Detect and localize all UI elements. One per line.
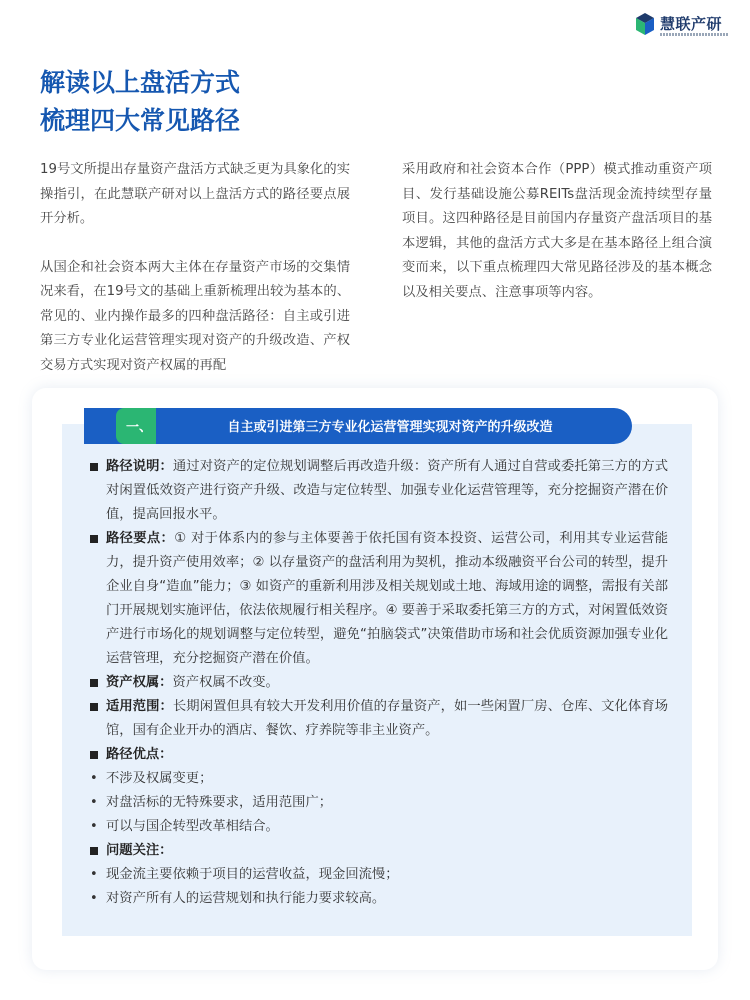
logo-text: 慧联产研: [660, 15, 723, 33]
logo-mark-icon: [634, 12, 656, 36]
list-item: 适用范围：长期闲置但具有较大开发利用价值的存量资产，如一些闲置厂房、仓库、文化体育场馆，国有企业开办的酒店、餐饮、疗养院等非主业资产。: [88, 695, 668, 743]
list-item: • 对资产所有人的运营规划和执行能力要求较高。: [88, 887, 668, 911]
square-bullet-icon: [90, 463, 98, 471]
list-item: • 现金流主要依赖于项目的运营收益，现金回流慢；: [88, 863, 668, 887]
section-title: 自主或引进第三方专业化运营管理实现对资产的升级改造: [227, 420, 553, 435]
list-item: 路径要点：① 对于体系内的参与主体要善于依托国有资本投资、运营公司，利用其专业运营能力，提升资产使用效率；② 以存量资产的盘活利用为契机，推动本级融资平台公司的转型，提升企业自身“造血”能力；③ 如资产的重新利用涉及相关规划或土地、海域用途的调整，需报有关部门开展规划实施评估，依法依规履行相关程序。④ 要善于采取委托第三方的方式，对闲置低效资产进行市场化的规划调整与定位转型，避免“拍脑袋式”决策借助市场和社会优质资源加强专业化运营管理，充分挖掘资产潜在价值。: [88, 527, 668, 671]
square-bullet-icon: [90, 703, 98, 711]
dot-bullet-icon: •: [90, 891, 98, 906]
list-item: • 对盘活标的无特殊要求，适用范围广；: [88, 791, 668, 815]
dot-bullet-icon: •: [90, 867, 98, 882]
section-number: 一、: [126, 420, 153, 435]
section-items: [88, 455, 668, 911]
list-item: 问题关注：: [88, 839, 668, 863]
intro-paragraph: 19号文所提出存量资产盘活方式缺乏更为具象化的实操指引，在此慧联产研对以上盘活方式的路径要点展开分析。: [40, 162, 350, 226]
title-line-1: 解读以上盘活方式: [40, 68, 241, 97]
list-item: 资产权属：资产权属不改变。: [88, 671, 668, 695]
intro-right-column: [402, 158, 712, 329]
title-line-2: 梳理四大常见路径: [40, 106, 241, 135]
page-title: [40, 64, 240, 140]
intro-left-column: [40, 158, 350, 383]
square-bullet-icon: [90, 751, 98, 759]
intro-paragraph: 从国企和社会资本两大主体在存量资产市场的交集情况来看，在19号文的基础上重新梳理出较为基本的、常见的、业内操作最多的四种盘活路径：自主或引进第三方专业化运营管理实现对资产的升级改造、产权交易方式实现对资产权属的再配: [40, 259, 350, 373]
logo-subtext: [660, 33, 728, 36]
list-item: • 不涉及权属变更；: [88, 767, 668, 791]
company-logo: [634, 10, 730, 42]
dot-bullet-icon: •: [90, 819, 98, 834]
square-bullet-icon: [90, 535, 98, 543]
dot-bullet-icon: •: [90, 771, 98, 786]
dot-bullet-icon: •: [90, 795, 98, 810]
list-item: 路径优点：: [88, 743, 668, 767]
square-bullet-icon: [90, 847, 98, 855]
list-item: • 可以与国企转型改革相结合。: [88, 815, 668, 839]
intro-paragraph: 采用政府和社会资本合作（PPP）模式推动重资产项目、发行基础设施公募REITs盘活现金流持续型存量项目。这四种路径是目前国内存量资产盘活项目的基本逻辑，其他的盘活方式大多是在基本路径上组合演变而来，以下重点梳理四大常见路径涉及的基本概念以及相关要点、注意事项等内容。: [402, 162, 712, 300]
square-bullet-icon: [90, 679, 98, 687]
list-item: 路径说明：通过对资产的定位规划调整后再改造升级：资产所有人通过自营或委托第三方的方式对闲置低效资产进行资产升级、改造与定位转型、加强专业化运营管理等，充分挖掘资产潜在价值，提高回报水平。: [88, 455, 668, 527]
